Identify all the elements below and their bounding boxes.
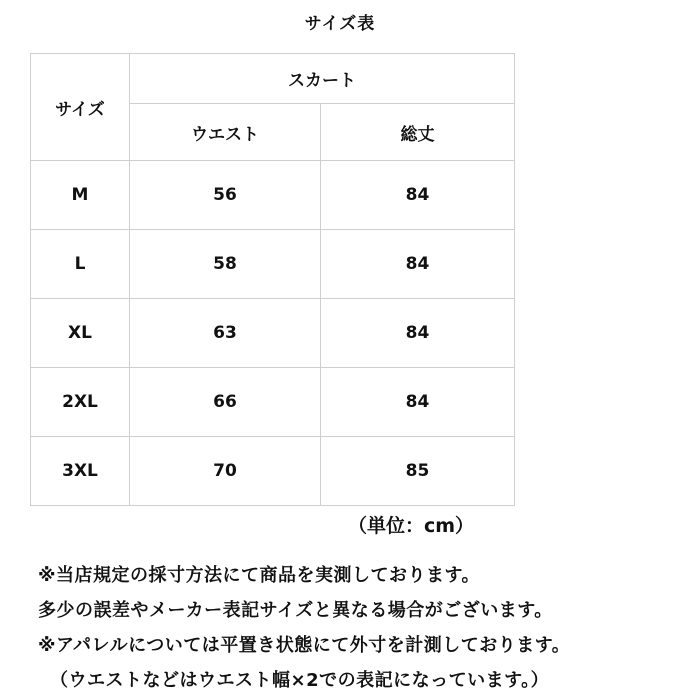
size-cell: 3XL — [31, 437, 130, 506]
size-cell: M — [31, 161, 130, 230]
size-cell: L — [31, 230, 130, 299]
size-cell: 2XL — [31, 368, 130, 437]
table-row — [31, 299, 515, 368]
apparel-note: ※アパレルについては平置き状態にて外寸を計測しております。 — [38, 635, 571, 656]
waist-cell: 58 — [130, 230, 321, 299]
length-cell: 84 — [321, 368, 515, 437]
waist-cell: 56 — [130, 161, 321, 230]
skirt-group-header: スカート — [130, 54, 515, 104]
length-header-cell: 総丈 — [321, 104, 515, 161]
table-row — [31, 161, 515, 230]
waist-header-cell: ウエスト — [130, 104, 321, 161]
table-row — [31, 230, 515, 299]
waist-cell: 66 — [130, 368, 321, 437]
waist-note: （ウエストなどはウエスト幅×2での表記になっています。） — [50, 670, 550, 691]
waist-cell: 63 — [130, 299, 321, 368]
measurement-note: ※当店規定の採寸方法にて商品を実測しております。 — [38, 565, 481, 586]
length-cell: 84 — [321, 230, 515, 299]
size-header-cell: サイズ — [31, 54, 130, 161]
length-cell: 85 — [321, 437, 515, 506]
table-row — [31, 437, 515, 506]
size-chart-table — [30, 53, 515, 506]
table-header-row — [31, 54, 515, 104]
page-title: サイズ表 — [304, 14, 376, 34]
waist-cell: 70 — [130, 437, 321, 506]
table-row — [31, 368, 515, 437]
length-cell: 84 — [321, 161, 515, 230]
size-cell: XL — [31, 299, 130, 368]
tolerance-note: 多少の誤差やメーカー表記サイズと異なる場合がございます。 — [38, 600, 553, 621]
length-cell: 84 — [321, 299, 515, 368]
unit-label: （単位：cm） — [348, 515, 475, 537]
